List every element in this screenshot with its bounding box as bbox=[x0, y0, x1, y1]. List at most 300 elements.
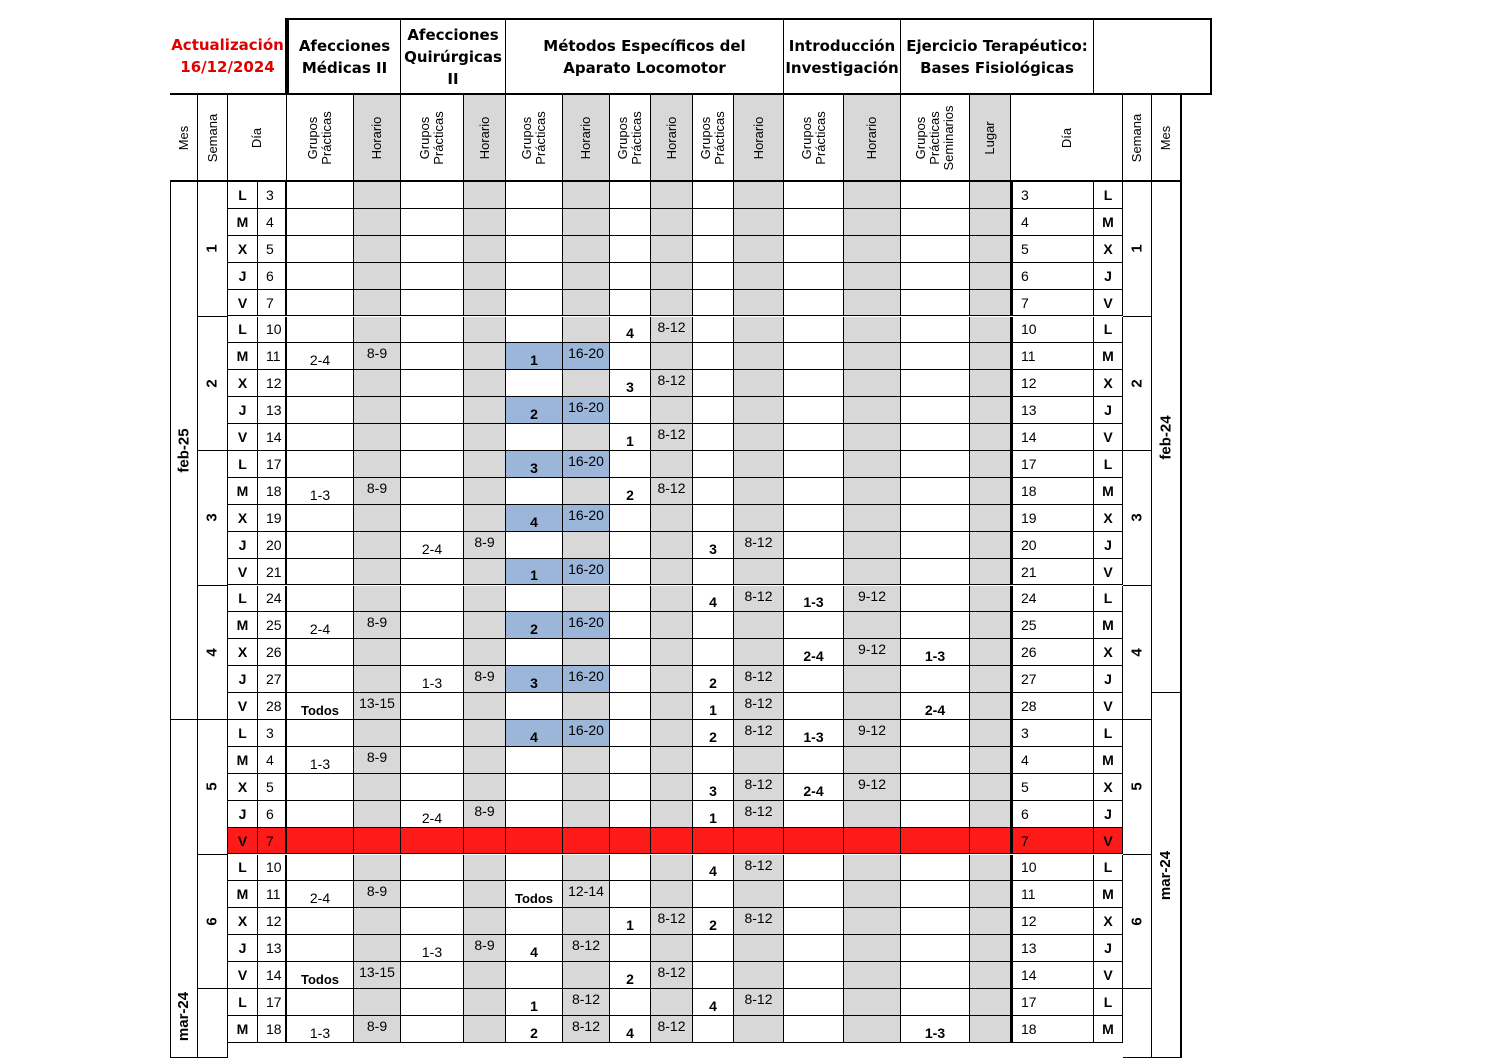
weekday-letter-right: L bbox=[1094, 451, 1123, 478]
weekday-letter: J bbox=[228, 666, 258, 693]
col-lugar bbox=[970, 95, 1011, 182]
col-grupos bbox=[784, 95, 844, 182]
schedule-cell: 1-3 bbox=[784, 720, 844, 747]
schedule-cell: Todos bbox=[506, 881, 563, 908]
empty-cell bbox=[693, 370, 734, 397]
empty-cell bbox=[464, 881, 506, 908]
weekday-letter-right: M bbox=[1094, 209, 1123, 236]
schedule-cell: 1-3 bbox=[784, 586, 844, 613]
empty-cell bbox=[970, 478, 1011, 505]
empty-cell bbox=[784, 908, 844, 935]
weekday-letter-right: X bbox=[1094, 774, 1123, 801]
empty-cell bbox=[784, 182, 844, 209]
empty-cell bbox=[506, 317, 563, 344]
empty-cell bbox=[610, 451, 651, 478]
empty-cell bbox=[354, 236, 401, 263]
empty-cell bbox=[610, 343, 651, 370]
schedule-cell: 8-12 bbox=[563, 935, 610, 962]
empty-cell bbox=[901, 290, 970, 317]
empty-cell bbox=[464, 559, 506, 586]
empty-cell bbox=[506, 908, 563, 935]
empty-cell bbox=[970, 720, 1011, 747]
subject-header: Afecciones Médicas II bbox=[287, 18, 401, 95]
col-grupos-text: Grupos Prácticas bbox=[615, 110, 644, 165]
day-number: 3 bbox=[258, 720, 287, 747]
empty-cell bbox=[901, 370, 970, 397]
empty-cell bbox=[901, 935, 970, 962]
weekday-letter-right: M bbox=[1094, 747, 1123, 774]
empty-cell bbox=[784, 478, 844, 505]
empty-cell bbox=[901, 989, 970, 1016]
schedule-cell: 8-12 bbox=[651, 908, 693, 935]
day-number-right: 5 bbox=[1011, 774, 1094, 801]
weekday-letter: M bbox=[228, 1016, 258, 1043]
schedule-cell: 1-3 bbox=[287, 1016, 354, 1043]
empty-cell bbox=[693, 424, 734, 451]
empty-cell bbox=[734, 639, 784, 666]
weekday-letter: J bbox=[228, 397, 258, 424]
empty-cell bbox=[734, 881, 784, 908]
empty-cell bbox=[287, 828, 354, 855]
empty-cell bbox=[563, 263, 610, 290]
col-grupos bbox=[506, 95, 563, 182]
empty-cell bbox=[901, 559, 970, 586]
day-number-right: 18 bbox=[1011, 1016, 1094, 1043]
schedule-cell: 8-12 bbox=[734, 908, 784, 935]
empty-cell bbox=[506, 182, 563, 209]
empty-cell bbox=[506, 478, 563, 505]
day-number: 13 bbox=[258, 935, 287, 962]
empty-cell bbox=[693, 505, 734, 532]
day-number-right: 3 bbox=[1011, 720, 1094, 747]
empty-cell bbox=[970, 989, 1011, 1016]
schedule-cell: 9-12 bbox=[844, 586, 901, 613]
empty-cell bbox=[651, 236, 693, 263]
schedule-cell: 12-14 bbox=[563, 881, 610, 908]
empty-cell bbox=[464, 424, 506, 451]
empty-cell bbox=[354, 559, 401, 586]
empty-cell bbox=[734, 559, 784, 586]
empty-cell bbox=[464, 639, 506, 666]
schedule-cell: 16-20 bbox=[563, 612, 610, 639]
schedule-cell: 1 bbox=[506, 559, 563, 586]
empty-cell bbox=[970, 236, 1011, 263]
empty-cell bbox=[506, 370, 563, 397]
schedule-cell: 8-9 bbox=[464, 666, 506, 693]
empty-cell bbox=[401, 343, 464, 370]
empty-cell bbox=[464, 209, 506, 236]
empty-cell bbox=[610, 236, 651, 263]
empty-cell bbox=[401, 586, 464, 613]
empty-cell bbox=[506, 639, 563, 666]
empty-cell bbox=[506, 693, 563, 720]
empty-cell bbox=[464, 612, 506, 639]
empty-cell bbox=[970, 370, 1011, 397]
empty-cell bbox=[401, 908, 464, 935]
empty-cell bbox=[901, 881, 970, 908]
schedule-cell: 8-9 bbox=[354, 343, 401, 370]
empty-cell bbox=[693, 182, 734, 209]
schedule-cell: 9-12 bbox=[844, 774, 901, 801]
empty-cell bbox=[464, 370, 506, 397]
weekday-letter-right: X bbox=[1094, 505, 1123, 532]
day-number-right: 14 bbox=[1011, 424, 1094, 451]
schedule-cell: 1 bbox=[693, 693, 734, 720]
day-number-right: 19 bbox=[1011, 505, 1094, 532]
empty-cell bbox=[844, 370, 901, 397]
schedule-cell: 8-9 bbox=[354, 478, 401, 505]
week-number: 6 bbox=[204, 917, 221, 926]
empty-cell bbox=[287, 989, 354, 1016]
day-number: 7 bbox=[258, 290, 287, 317]
day-number-right: 10 bbox=[1011, 855, 1094, 882]
schedule-cell: 16-20 bbox=[563, 343, 610, 370]
empty-cell bbox=[901, 236, 970, 263]
empty-cell bbox=[287, 182, 354, 209]
day-number: 10 bbox=[258, 855, 287, 882]
empty-cell bbox=[610, 855, 651, 882]
empty-cell bbox=[844, 962, 901, 989]
empty-cell bbox=[734, 263, 784, 290]
weekday-letter-right: X bbox=[1094, 639, 1123, 666]
empty-cell bbox=[651, 935, 693, 962]
empty-cell bbox=[784, 801, 844, 828]
schedule-cell: 8-12 bbox=[651, 1016, 693, 1043]
empty-cell bbox=[610, 397, 651, 424]
empty-cell bbox=[693, 290, 734, 317]
empty-cell bbox=[844, 693, 901, 720]
weekday-letter: M bbox=[228, 209, 258, 236]
empty-cell bbox=[651, 801, 693, 828]
empty-cell bbox=[844, 612, 901, 639]
empty-cell bbox=[506, 532, 563, 559]
empty-cell bbox=[651, 397, 693, 424]
schedule-cell: 8-12 bbox=[734, 720, 784, 747]
weekday-letter: L bbox=[228, 182, 258, 209]
weekday-letter: L bbox=[228, 451, 258, 478]
empty-cell bbox=[970, 828, 1011, 855]
empty-cell bbox=[693, 1016, 734, 1043]
schedule-cell: 8-12 bbox=[651, 478, 693, 505]
empty-cell bbox=[651, 343, 693, 370]
schedule-cell: 3 bbox=[506, 666, 563, 693]
empty-cell bbox=[464, 586, 506, 613]
empty-cell bbox=[734, 290, 784, 317]
weekday-letter: V bbox=[228, 962, 258, 989]
empty-cell bbox=[734, 828, 784, 855]
schedule-cell: 1 bbox=[506, 343, 563, 370]
weekday-letter: V bbox=[228, 828, 258, 855]
weekday-letter: X bbox=[228, 370, 258, 397]
schedule-cell: 2 bbox=[693, 666, 734, 693]
empty-cell bbox=[901, 666, 970, 693]
empty-cell bbox=[901, 962, 970, 989]
col-horario bbox=[651, 95, 693, 182]
empty-cell bbox=[901, 801, 970, 828]
empty-cell bbox=[784, 881, 844, 908]
col-mes bbox=[170, 95, 198, 182]
schedule-cell: 8-9 bbox=[464, 801, 506, 828]
schedule-cell: 8-12 bbox=[563, 989, 610, 1016]
empty-cell bbox=[970, 693, 1011, 720]
empty-cell bbox=[651, 559, 693, 586]
schedule-cell: 2-4 bbox=[401, 532, 464, 559]
weekday-letter-right: M bbox=[1094, 343, 1123, 370]
empty-cell bbox=[784, 559, 844, 586]
week-label bbox=[198, 720, 228, 855]
empty-cell bbox=[287, 855, 354, 882]
empty-cell bbox=[506, 801, 563, 828]
weekday-letter: M bbox=[228, 478, 258, 505]
empty-cell bbox=[901, 828, 970, 855]
empty-cell bbox=[970, 424, 1011, 451]
weekday-letter-right: L bbox=[1094, 586, 1123, 613]
schedule-cell: 13-15 bbox=[354, 693, 401, 720]
empty-cell bbox=[970, 397, 1011, 424]
empty-cell bbox=[693, 935, 734, 962]
schedule-cell: 16-20 bbox=[563, 559, 610, 586]
schedule-cell: 8-12 bbox=[734, 774, 784, 801]
empty-cell bbox=[844, 209, 901, 236]
day-number: 27 bbox=[258, 666, 287, 693]
empty-cell bbox=[844, 451, 901, 478]
empty-cell bbox=[287, 424, 354, 451]
empty-cell bbox=[354, 209, 401, 236]
schedule-cell: 8-9 bbox=[354, 747, 401, 774]
empty-cell bbox=[734, 236, 784, 263]
empty-cell bbox=[651, 828, 693, 855]
weekday-letter: V bbox=[228, 290, 258, 317]
schedule-cell: 2-4 bbox=[287, 881, 354, 908]
day-number-right: 14 bbox=[1011, 962, 1094, 989]
day-number: 17 bbox=[258, 451, 287, 478]
empty-cell bbox=[844, 236, 901, 263]
day-number: 28 bbox=[258, 693, 287, 720]
empty-cell bbox=[401, 855, 464, 882]
weekday-letter: V bbox=[228, 424, 258, 451]
week-label bbox=[198, 451, 228, 586]
schedule-cell: 1-3 bbox=[901, 1016, 970, 1043]
empty-cell bbox=[354, 720, 401, 747]
empty-cell bbox=[693, 451, 734, 478]
empty-cell bbox=[563, 209, 610, 236]
empty-cell bbox=[563, 774, 610, 801]
empty-cell bbox=[970, 881, 1011, 908]
empty-cell bbox=[970, 639, 1011, 666]
empty-cell bbox=[734, 397, 784, 424]
empty-cell bbox=[734, 505, 784, 532]
schedule-cell: 1-3 bbox=[401, 666, 464, 693]
empty-cell bbox=[287, 774, 354, 801]
week-block-partial bbox=[198, 989, 228, 1058]
schedule-cell: 1-3 bbox=[901, 639, 970, 666]
empty-cell bbox=[563, 855, 610, 882]
schedule-cell: 2 bbox=[506, 1016, 563, 1043]
empty-cell bbox=[610, 612, 651, 639]
schedule-cell: 16-20 bbox=[563, 505, 610, 532]
empty-cell bbox=[651, 451, 693, 478]
weekday-letter-right: V bbox=[1094, 424, 1123, 451]
empty-cell bbox=[464, 343, 506, 370]
col-grupos bbox=[287, 95, 354, 182]
col-semana bbox=[198, 95, 228, 182]
weekday-letter-right: J bbox=[1094, 935, 1123, 962]
col-horario bbox=[464, 95, 506, 182]
schedule-cell: 8-9 bbox=[354, 1016, 401, 1043]
empty-cell bbox=[354, 801, 401, 828]
weekday-letter: L bbox=[228, 317, 258, 344]
schedule-cell: 2-4 bbox=[287, 612, 354, 639]
weekday-letter: X bbox=[228, 908, 258, 935]
schedule-cell: 4 bbox=[506, 505, 563, 532]
empty-cell bbox=[844, 559, 901, 586]
empty-cell bbox=[354, 666, 401, 693]
empty-cell bbox=[354, 505, 401, 532]
empty-cell bbox=[784, 612, 844, 639]
day-number-right: 21 bbox=[1011, 559, 1094, 586]
empty-cell bbox=[734, 612, 784, 639]
empty-cell bbox=[784, 236, 844, 263]
empty-cell bbox=[464, 693, 506, 720]
empty-cell bbox=[464, 720, 506, 747]
empty-cell bbox=[401, 989, 464, 1016]
schedule-cell: 16-20 bbox=[563, 451, 610, 478]
empty-cell bbox=[401, 559, 464, 586]
schedule-cell: 16-20 bbox=[563, 666, 610, 693]
col-horario-text: Horario bbox=[476, 116, 492, 159]
schedule-cell: 4 bbox=[610, 317, 651, 344]
empty-cell bbox=[651, 586, 693, 613]
empty-cell bbox=[287, 451, 354, 478]
empty-cell bbox=[506, 209, 563, 236]
day-number: 24 bbox=[258, 586, 287, 613]
schedule-cell: 3 bbox=[610, 370, 651, 397]
day-number-right: 11 bbox=[1011, 343, 1094, 370]
col-grupos bbox=[693, 95, 734, 182]
empty-cell bbox=[734, 424, 784, 451]
empty-cell bbox=[693, 478, 734, 505]
day-number-right: 7 bbox=[1011, 290, 1094, 317]
week-label-right bbox=[1123, 855, 1152, 990]
empty-cell bbox=[464, 828, 506, 855]
empty-cell bbox=[970, 559, 1011, 586]
empty-cell bbox=[563, 236, 610, 263]
schedule-cell: 16-20 bbox=[563, 397, 610, 424]
empty-cell bbox=[464, 236, 506, 263]
empty-cell bbox=[354, 424, 401, 451]
empty-cell bbox=[844, 881, 901, 908]
empty-cell bbox=[354, 908, 401, 935]
empty-cell bbox=[287, 290, 354, 317]
empty-cell bbox=[901, 424, 970, 451]
empty-cell bbox=[970, 182, 1011, 209]
empty-cell bbox=[784, 209, 844, 236]
day-number-right: 11 bbox=[1011, 881, 1094, 908]
empty-cell bbox=[563, 586, 610, 613]
col-horario bbox=[734, 95, 784, 182]
schedule-cell: 8-12 bbox=[563, 1016, 610, 1043]
empty-cell bbox=[901, 478, 970, 505]
col-grupos-text: Grupos Prácticas bbox=[305, 110, 334, 165]
empty-cell bbox=[354, 639, 401, 666]
empty-cell bbox=[734, 1016, 784, 1043]
week-number-right: 5 bbox=[1128, 782, 1146, 791]
schedule-cell: 1 bbox=[610, 424, 651, 451]
empty-cell bbox=[287, 209, 354, 236]
month-label-right bbox=[1152, 693, 1182, 1058]
day-number-right: 17 bbox=[1011, 989, 1094, 1016]
empty-cell bbox=[354, 397, 401, 424]
week-number: 2 bbox=[204, 379, 221, 388]
schedule-cell: 2 bbox=[610, 478, 651, 505]
empty-cell bbox=[651, 612, 693, 639]
empty-cell bbox=[287, 639, 354, 666]
empty-cell bbox=[401, 505, 464, 532]
schedule-cell: 1-3 bbox=[287, 747, 354, 774]
col-mes-right-text: Mes bbox=[1158, 125, 1173, 150]
empty-cell bbox=[354, 451, 401, 478]
empty-cell bbox=[651, 881, 693, 908]
empty-cell bbox=[693, 962, 734, 989]
empty-cell bbox=[970, 908, 1011, 935]
empty-cell bbox=[610, 505, 651, 532]
empty-cell bbox=[901, 182, 970, 209]
empty-cell bbox=[401, 639, 464, 666]
empty-cell bbox=[354, 828, 401, 855]
col-horario-text: Horario bbox=[750, 116, 766, 159]
week-label bbox=[198, 855, 228, 990]
empty-cell bbox=[464, 263, 506, 290]
weekday-letter: J bbox=[228, 263, 258, 290]
empty-cell bbox=[784, 1016, 844, 1043]
schedule-cell: 4 bbox=[693, 586, 734, 613]
week-number: 4 bbox=[204, 648, 221, 657]
col-grupos-text: Grupos Prácticas bbox=[698, 110, 727, 165]
schedule-cell: 3 bbox=[693, 774, 734, 801]
empty-cell bbox=[563, 317, 610, 344]
empty-cell bbox=[693, 263, 734, 290]
empty-cell bbox=[610, 263, 651, 290]
schedule-cell: 1-3 bbox=[287, 478, 354, 505]
empty-cell bbox=[844, 935, 901, 962]
empty-cell bbox=[970, 263, 1011, 290]
week-label-right bbox=[1123, 586, 1152, 721]
weekday-letter: X bbox=[228, 505, 258, 532]
empty-cell bbox=[651, 774, 693, 801]
empty-cell bbox=[784, 828, 844, 855]
empty-cell bbox=[784, 397, 844, 424]
empty-cell bbox=[464, 397, 506, 424]
weekday-letter: L bbox=[228, 989, 258, 1016]
weekday-letter-right: V bbox=[1094, 559, 1123, 586]
empty-cell bbox=[693, 209, 734, 236]
empty-cell bbox=[844, 747, 901, 774]
empty-cell bbox=[844, 478, 901, 505]
schedule-cell: 2 bbox=[506, 397, 563, 424]
empty-cell bbox=[506, 828, 563, 855]
empty-cell bbox=[610, 586, 651, 613]
empty-cell bbox=[506, 747, 563, 774]
empty-cell bbox=[734, 317, 784, 344]
day-number: 4 bbox=[258, 209, 287, 236]
empty-cell bbox=[970, 505, 1011, 532]
empty-cell bbox=[506, 962, 563, 989]
col-mes-text: Mes bbox=[175, 125, 191, 150]
day-number: 13 bbox=[258, 397, 287, 424]
day-number-right: 25 bbox=[1011, 612, 1094, 639]
weekday-letter-right: V bbox=[1094, 693, 1123, 720]
empty-cell bbox=[464, 855, 506, 882]
